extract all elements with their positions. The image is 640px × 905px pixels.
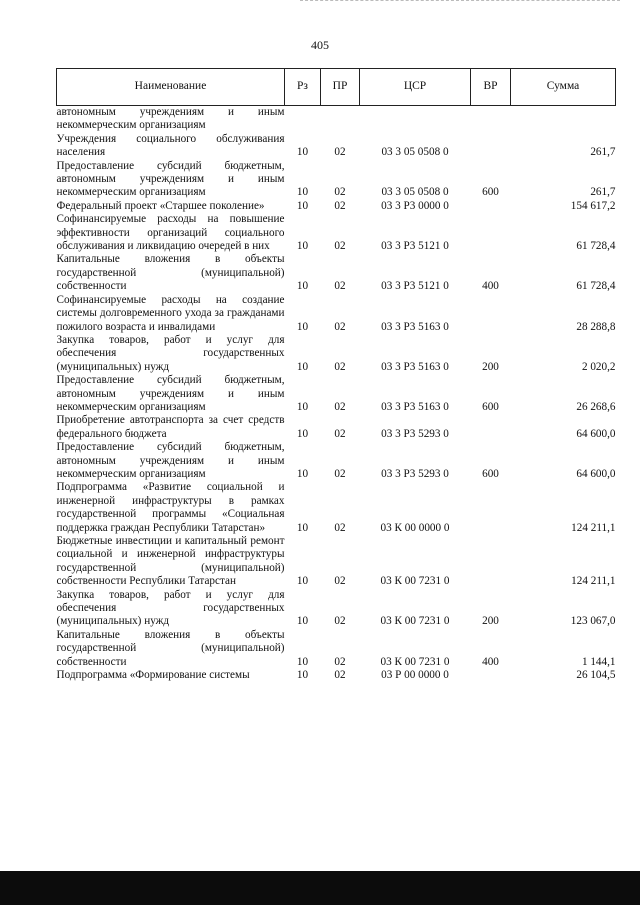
cell-pr	[321, 106, 360, 133]
cell-pr: 02	[334, 186, 346, 199]
cell-sum: 28 288,8	[576, 320, 616, 333]
cell-rz: 10	[296, 186, 309, 199]
cell-sum: 124 211,1	[571, 575, 616, 588]
cell-name: Предоставление субсидий бюджетным, автономным учреждениям и иным некоммерческим организациям	[56, 374, 285, 413]
cell-csr: 03 К 00 0000 0	[380, 521, 450, 534]
table-row	[57, 374, 616, 414]
cell-vr	[471, 106, 511, 133]
cell-name: автономным учреждениям и иным некоммерческим организациям	[56, 106, 285, 132]
cell-vr: 600	[482, 186, 499, 199]
cell-rz: 10	[296, 199, 309, 212]
cell-sum: 261,7	[590, 186, 616, 199]
table-row	[57, 213, 616, 253]
cell-rz: 10	[296, 360, 309, 373]
cell-vr: 400	[482, 280, 499, 293]
cell-vr	[471, 294, 511, 334]
cell-csr: 03 3 Р3 5293 0	[381, 467, 449, 480]
cell-rz: 10	[296, 655, 309, 668]
table-row	[57, 200, 616, 213]
cell-name: Капитальные вложения в объекты государственной (муниципальной) собственности	[56, 628, 285, 668]
table-row	[57, 669, 616, 682]
cell-rz: 10	[296, 280, 309, 293]
page-number: 405	[311, 38, 329, 52]
cell-rz	[285, 106, 321, 133]
cell-vr	[471, 133, 511, 160]
cell-pr: 02	[334, 240, 346, 253]
cell-rz: 10	[296, 146, 309, 159]
cell-name: Бюджетные инвестиции и капитальный ремонт социальной и инженерной инфраструктуры государственной (муниципальной) собственности Республики Татарстан	[56, 535, 285, 588]
table-row	[57, 481, 616, 535]
cell-sum: 64 600,0	[576, 427, 616, 440]
cell-name: Подпрограмма «Формирование системы	[56, 669, 250, 682]
cell-sum: 26 104,5	[576, 669, 616, 682]
cell-sum: 61 728,4	[576, 280, 616, 293]
cell-rz: 10	[296, 521, 309, 534]
cell-sum: 261,7	[590, 146, 616, 159]
table-row	[57, 253, 616, 293]
cell-sum: 64 600,0	[576, 467, 616, 480]
cell-rz: 10	[296, 240, 309, 253]
cell-csr: 03 3 Р3 5163 0	[381, 360, 449, 373]
cell-csr: 03 Р 00 0000 0	[381, 669, 449, 682]
cell-name: Учреждения социального обслуживания населения	[56, 132, 285, 159]
cell-sum: 123 067,0	[570, 615, 616, 628]
cell-sum: 1 144,1	[581, 655, 616, 668]
cell-name: Закупка товаров, работ и услуг для обеспечения государственных (муниципальных) нужд	[56, 333, 285, 373]
cell-csr: 03 3 Р3 5163 0	[381, 320, 449, 333]
table-row	[57, 441, 616, 481]
cell-name: Федеральный проект «Старшее поколение»	[56, 199, 265, 212]
cell-name: Капитальные вложения в объекты государственной (муниципальной) собственности	[56, 253, 285, 293]
cell-pr: 02	[334, 655, 346, 668]
cell-pr: 02	[334, 320, 346, 333]
cell-vr: 200	[482, 360, 499, 373]
cell-rz: 10	[296, 427, 309, 440]
scan-edge-mark	[300, 0, 620, 3]
cell-csr: 03 3 05 0508 0	[381, 146, 449, 159]
cell-pr: 02	[334, 146, 346, 159]
cell-csr: 03 3 Р3 0000 0	[381, 199, 449, 212]
cell-rz: 10	[296, 467, 309, 480]
cell-sum: 2 020,2	[581, 360, 616, 373]
cell-name: Приобретение автотранспорта за счет средств федерального бюджета	[56, 414, 285, 440]
cell-rz: 10	[296, 575, 309, 588]
header-rz: Рз	[285, 69, 321, 106]
cell-vr	[471, 200, 511, 213]
cell-sum: 26 268,6	[576, 400, 616, 413]
cell-csr: 03 3 05 0508 0	[381, 186, 449, 199]
cell-csr: 03 К 00 7231 0	[380, 655, 450, 668]
header-sum: Сумма	[511, 69, 616, 106]
cell-pr: 02	[334, 669, 346, 682]
header-vr: ВР	[471, 69, 511, 106]
cell-csr: 03 3 Р3 5121 0	[381, 280, 449, 293]
cell-csr	[360, 106, 471, 133]
table-row	[57, 294, 616, 334]
cell-sum	[511, 106, 616, 133]
cell-vr: 600	[482, 400, 499, 413]
cell-csr: 03 3 Р3 5163 0	[381, 400, 449, 413]
cell-rz: 10	[296, 669, 309, 682]
cell-rz: 10	[296, 400, 309, 413]
cell-pr: 02	[334, 615, 346, 628]
header-csr: ЦСР	[360, 69, 471, 106]
cell-csr: 03 3 Р3 5293 0	[381, 427, 449, 440]
cell-sum: 124 211,1	[571, 521, 616, 534]
cell-sum: 154 617,2	[570, 199, 616, 212]
cell-pr: 02	[334, 427, 346, 440]
cell-name: Закупка товаров, работ и услуг для обеспечения государственных (муниципальных) нужд	[56, 588, 285, 628]
cell-csr: 03 3 Р3 5121 0	[381, 240, 449, 253]
cell-name: Софинансируемые расходы на создание системы долговременного ухода за гражданами пожилого возраста и инвалидами	[56, 293, 285, 333]
cell-pr: 02	[334, 280, 346, 293]
table-row	[57, 334, 616, 374]
cell-sum: 61 728,4	[576, 240, 616, 253]
table-row	[57, 414, 616, 441]
cell-vr: 400	[482, 655, 499, 668]
cell-pr: 02	[334, 575, 346, 588]
cell-vr: 200	[482, 615, 499, 628]
cell-name: Софинансируемые расходы на повышение эффективности организаций социального обслуживания и ликвидацию очередей в них	[56, 213, 285, 253]
cell-vr	[471, 535, 511, 589]
cell-name: Предоставление субсидий бюджетным, автономным учреждениям и иным некоммерческим организациям	[56, 159, 285, 199]
table-row	[57, 535, 616, 589]
cell-vr	[471, 414, 511, 441]
table-row	[57, 160, 616, 200]
table-row	[57, 133, 616, 160]
table-row	[57, 589, 616, 629]
cell-vr	[471, 481, 511, 535]
cell-pr: 02	[334, 400, 346, 413]
table-row	[57, 629, 616, 669]
cell-vr	[471, 213, 511, 253]
cell-rz: 10	[296, 615, 309, 628]
cell-vr: 600	[482, 467, 499, 480]
cell-vr	[471, 669, 511, 682]
budget-table	[56, 68, 616, 682]
cell-name: Предоставление субсидий бюджетным, автономным учреждениям и иным некоммерческим организациям	[56, 441, 285, 480]
cell-rz: 10	[296, 320, 309, 333]
cell-pr: 02	[334, 521, 346, 534]
cell-csr: 03 К 00 7231 0	[380, 615, 450, 628]
header-name: Наименование	[57, 69, 285, 106]
header-pr: ПР	[321, 69, 360, 106]
cell-pr: 02	[334, 467, 346, 480]
scan-bottom-border	[0, 871, 640, 905]
cell-pr: 02	[334, 360, 346, 373]
table-row	[57, 106, 616, 133]
cell-name: Подпрограмма «Развитие социальной и инженерной инфраструктуры в рамках государственной программы «Социальная поддержка граждан Республики Татарстан»	[56, 481, 285, 534]
cell-pr: 02	[334, 199, 346, 212]
cell-csr: 03 К 00 7231 0	[380, 575, 450, 588]
table-header-row	[57, 69, 616, 106]
